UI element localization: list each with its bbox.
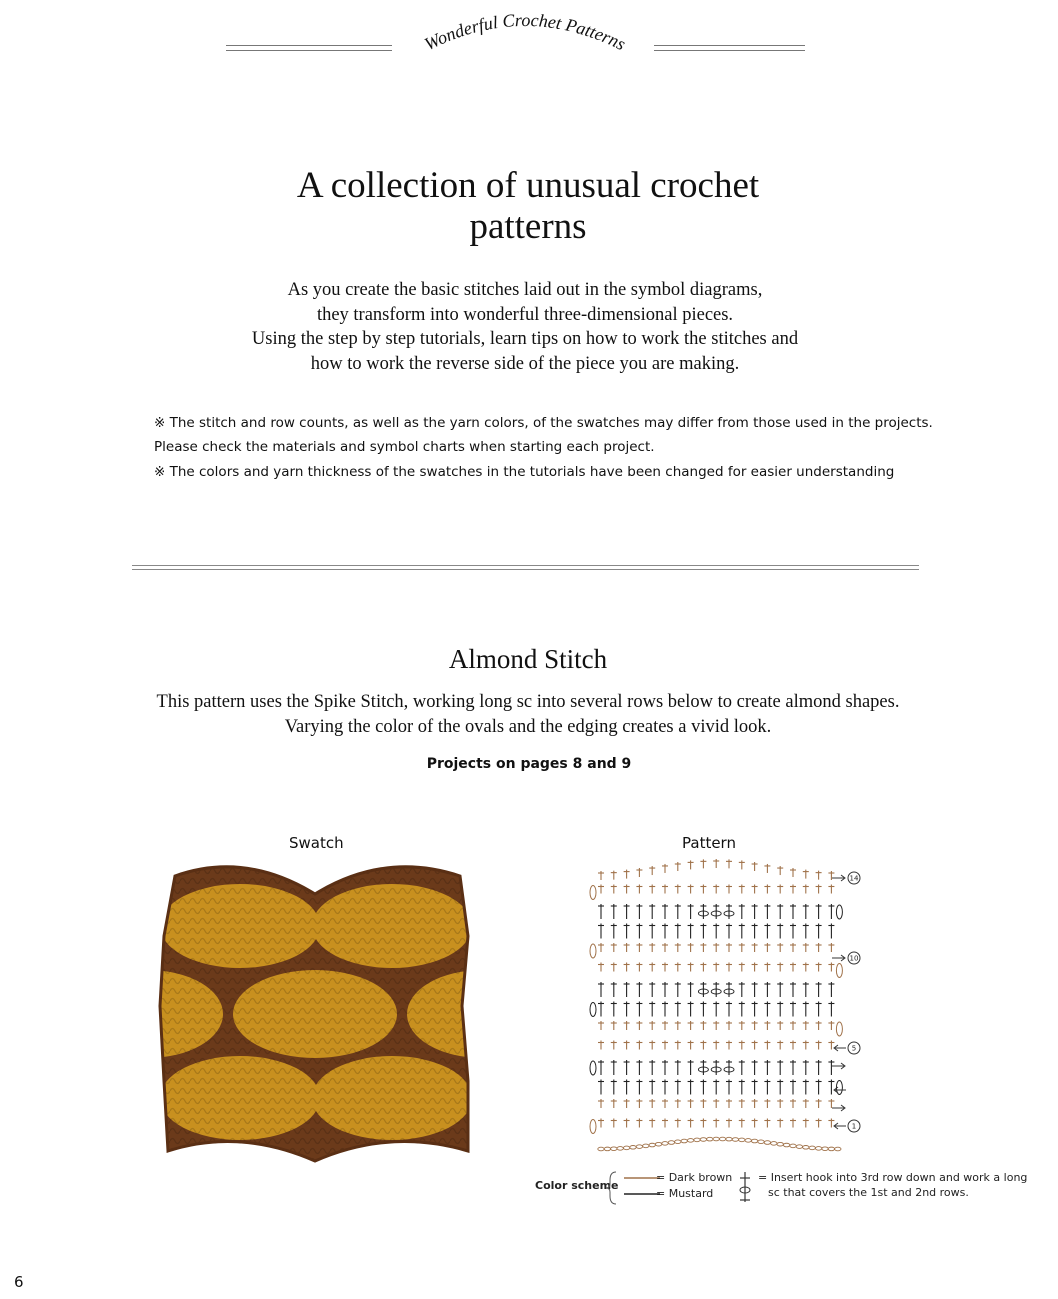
chart-foundation-chain [611,1147,617,1151]
header-title [380,0,670,80]
chart-foundation-chain [803,1146,809,1150]
chart-foundation-chain [777,1142,783,1146]
pattern-chart [585,855,865,1157]
note-line: ※ The stitch and row counts, as well as the yarn colors, of the swatches may differ from those used in the projects. [154,415,933,431]
legend-spike-line2: sc that covers the 1st and 2nd rows. [768,1186,969,1199]
swatch-label: Swatch [289,834,344,852]
description-line: This pattern uses the Spike Stitch, working long sc into several rows below to create almond shapes. [156,692,900,712]
row-marker-14: 14 [849,874,859,883]
chart-foundation-chain [790,1144,796,1148]
page-title [0,165,1056,247]
intro-line: how to work the reverse side of the piece you are making. [310,353,740,374]
note-line: ※ The colors and yarn thickness of the swatches in the tutorials have been changed for easier understanding [154,464,895,480]
chart-foundation-chain [675,1140,681,1144]
chart-foundation-chain [815,1147,821,1151]
intro-paragraph [0,278,1050,376]
chart-turning-chain [590,886,596,900]
chart-turning-chain [590,944,596,958]
page-title-line1: A collection of unusual crochet [296,165,760,206]
chart-foundation-chain [707,1137,713,1141]
chart-foundation-chain [745,1139,751,1143]
header-title-text: Wonderful Crochet Patterns [421,9,629,55]
chart-turning-chain [590,1120,596,1134]
chart-foundation-chain [726,1137,732,1141]
chart-foundation-chain [809,1146,815,1150]
chart-foundation-chain [828,1147,834,1151]
chart-foundation-chain [604,1147,610,1151]
chart-foundation-chain [835,1147,841,1151]
section-divider [132,565,919,570]
chart-foundation-chain [668,1141,674,1145]
swatch-image [150,856,480,1168]
row-marker-10: 10 [849,954,859,963]
chart-turning-chain [590,1061,596,1075]
intro-line: As you create the basic stitches laid out in the symbol diagrams, [287,280,763,300]
page-number: 6 [14,1273,24,1291]
chart-foundation-chain [662,1142,668,1146]
pattern-label: Pattern [682,834,736,852]
chart-foundation-chain [732,1138,738,1142]
chart-foundation-chain [700,1138,706,1142]
header-rule-right [654,45,805,51]
chart-foundation-chain [617,1147,623,1151]
legend-spike-line1: = Insert hook into 3rd row down and work a long [758,1171,1028,1184]
row-markers [830,860,870,1140]
chart-stitches [590,859,842,1151]
projects-reference: Projects on pages 8 and 9 [426,756,632,772]
color-scheme-label: Color scheme [535,1179,619,1192]
spike-stitch-symbol-icon [736,1170,754,1204]
chart-foundation-chain [713,1137,719,1141]
row-marker-5: 5 [851,1044,857,1053]
chart-foundation-chain [796,1145,802,1149]
chart-foundation-chain [719,1137,725,1141]
legend-mustard: = Mustard [656,1187,714,1200]
note-line: Please check the materials and symbol charts when starting each project. [154,439,655,455]
chart-foundation-chain [758,1140,764,1144]
chart-foundation-chain [822,1147,828,1151]
svg-text:Wonderful Crochet Patterns [421,10,629,54]
chart-foundation-chain [783,1143,789,1147]
intro-line: they transform into wonderful three-dimensional pieces. [316,304,734,325]
chart-foundation-chain [739,1138,745,1142]
chart-foundation-chain [681,1139,687,1143]
chart-foundation-chain [655,1142,661,1146]
chart-foundation-chain [598,1147,604,1151]
chart-foundation-chain [623,1146,629,1150]
description-line: Varying the color of the ovals and the edging creates a vivid look. [284,716,772,737]
intro-line: Using the step by step tutorials, learn tips on how to work the stitches and [251,329,799,349]
row-marker-1: 1 [851,1122,857,1131]
chart-foundation-chain [694,1138,700,1142]
section-title: Almond Stitch [448,644,608,674]
chart-foundation-chain [687,1139,693,1143]
chart-foundation-chain [771,1142,777,1146]
legend-dark-brown: = Dark brown [656,1171,733,1184]
header-rule-left [226,45,392,51]
chart-turning-chain [590,1003,596,1017]
page-title-line2: patterns [469,206,587,247]
section-description [0,690,1056,739]
chart-foundation-chain [636,1145,642,1149]
chart-foundation-chain [630,1146,636,1150]
chart-foundation-chain [643,1144,649,1148]
chart-foundation-chain [764,1141,770,1145]
chart-foundation-chain [751,1139,757,1143]
chart-foundation-chain [649,1143,655,1147]
